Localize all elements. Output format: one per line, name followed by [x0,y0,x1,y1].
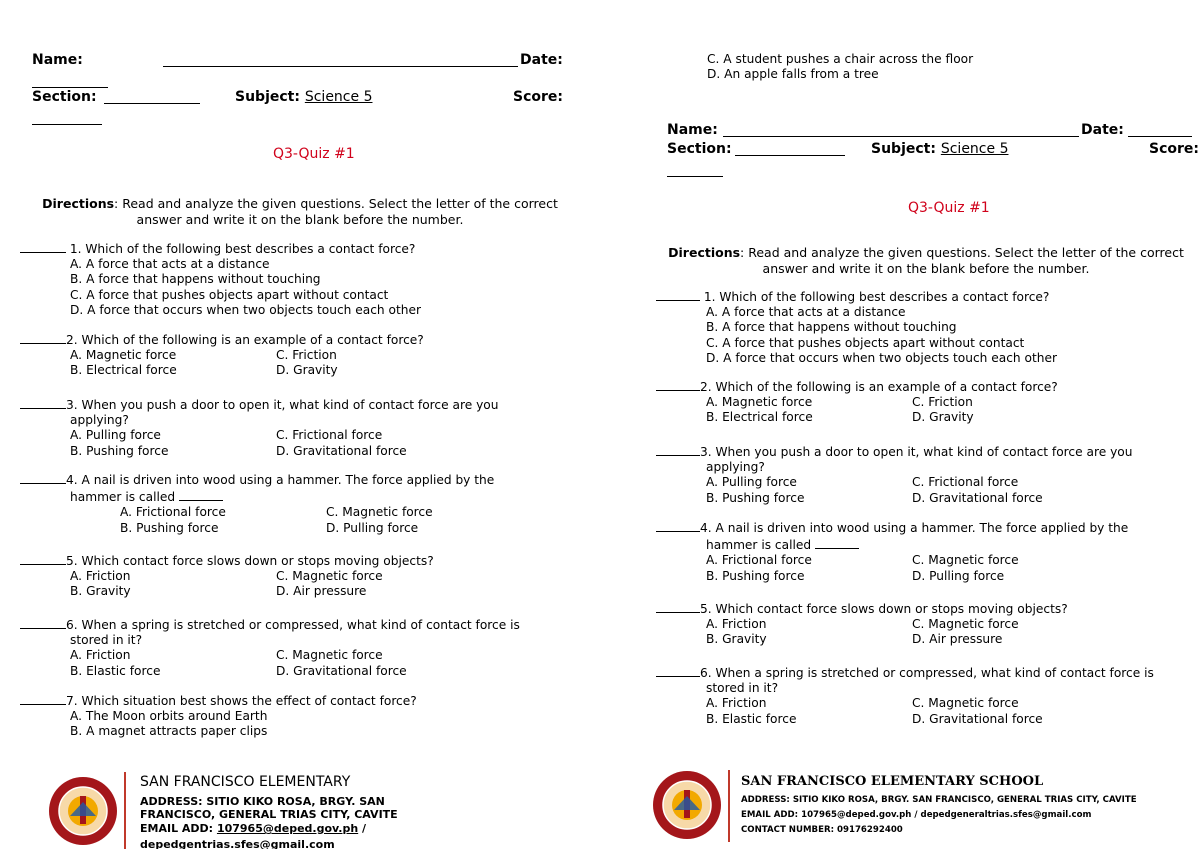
question-text: 3. When you push a door to open it, what kind of contact force are you [66,398,499,412]
option: A. A force that acts at a distance [70,257,270,272]
option: D. Gravitational force [912,711,1043,726]
score-label: Score: [1149,141,1199,157]
question-text: 5. Which contact force slows down or stops moving objects? [66,554,434,568]
option: D. Gravitational force [276,443,407,458]
answer-blank [656,288,700,301]
email-link[interactable]: 107965@deped.gov.ph [216,822,359,835]
answer-blank [656,443,700,456]
question-6 [20,616,520,679]
date-blank [1128,123,1192,137]
option: A. Friction [70,569,131,584]
subject-label: Subject: [235,89,300,105]
question-4 [20,471,494,536]
option: C. A force that pushes objects apart without contact [70,287,389,302]
option: C. Frictional force [912,475,1019,490]
option: B. Electrical force [70,363,177,378]
question-text: 2. Which of the following is an example of a contact force? [66,333,424,347]
question-3 [20,396,498,459]
option: B. Pushing force [706,490,805,505]
option: A. Magnetic force [706,395,813,410]
directions-label: Directions [42,196,115,211]
score-label: Score: [513,89,563,105]
subject-field [235,89,372,105]
question-text: 5. Which contact force slows down or stops moving objects? [700,602,1068,616]
question-6 [656,664,1154,727]
question-text-cont: applying? [70,413,129,428]
option: D. Gravitational force [276,663,407,678]
section-blank [104,90,200,104]
inline-blank [179,488,223,501]
question-text: 6. When a spring is stretched or compressed, what kind of contact force is [700,666,1154,680]
subject-value: Science 5 [304,89,373,105]
option: A. Friction [706,696,767,711]
option: C. Friction [276,348,337,363]
inline-blank [815,536,859,549]
option: B. Gravity [70,584,131,599]
section-label: Section: [667,141,732,157]
question-1 [20,240,421,318]
option: D. A force that occurs when two objects touch each other [70,302,421,317]
option: C. A student pushes a chair across the floor [707,52,974,66]
option: C. Magnetic force [326,505,433,520]
section-blank [735,142,845,156]
question-5 [20,552,434,600]
answer-blank [656,519,700,532]
question-2 [20,331,424,379]
school-contact: CONTACT NUMBER: 09176292400 [741,825,903,835]
option: C. A force that pushes objects apart without contact [706,335,1025,350]
option: D. A force that occurs when two objects touch each other [706,350,1057,365]
option: B. Pushing force [706,568,805,583]
question-text: 7. Which situation best shows the effect of contact force? [66,694,417,708]
question-text-cont: hammer is called [706,538,812,553]
directions [656,245,1196,277]
answer-blank [20,331,66,344]
option: A. Frictional force [120,505,226,520]
answer-blank [20,552,66,565]
question-text: 3. When you push a door to open it, what kind of contact force are you [700,445,1133,459]
question-text: 4. A nail is driven into wood using a hammer. The force applied by the [700,521,1129,535]
option: C. Friction [912,395,973,410]
directions-text: : Read and analyze the given questions. Select the letter of the correct answer and write it on the blank before the number. [114,196,558,227]
section-label: Section: [32,89,97,105]
option: C. Magnetic force [912,553,1019,568]
option: A. Friction [706,617,767,632]
question-text: 4. A nail is driven into wood using a hammer. The force applied by the [66,473,495,487]
directions-label: Directions [668,245,741,260]
answer-blank [656,664,700,677]
question-text: 6. When a spring is stretched or compressed, what kind of contact force is [66,618,520,632]
quiz-title: Q3-Quiz #1 [273,146,355,162]
option: D. Gravitational force [912,490,1043,505]
school-seal-icon [48,776,118,846]
option: B. Pushing force [120,520,219,535]
option: A. Pulling force [70,428,161,443]
school-address: ADDRESS: SITIO KIKO ROSA, BRGY. SAN FRANCISCO, GENERAL TRIAS CITY, CAVITE [741,795,1137,805]
school-name: SAN FRANCISCO ELEMENTARY SCHOOL [741,774,1044,789]
option: D. Air pressure [276,584,367,599]
option: D. Air pressure [912,632,1003,647]
email-label: EMAIL ADD: [140,822,214,835]
answer-blank [20,471,66,484]
quiz-title: Q3-Quiz #1 [908,200,990,216]
option: A. Pulling force [706,475,797,490]
question-3 [656,443,1132,506]
subject-label: Subject: [871,141,936,157]
question-text: 1. Which of the following best describes a contact force? [69,242,416,256]
school-email-2[interactable]: depedgentrias.sfes@gmail.com [140,838,335,849]
option: B. Pushing force [70,443,169,458]
name-label: Name: [32,52,83,68]
question-2 [656,378,1058,426]
subject-value: Science 5 [940,141,1009,157]
option: B. A force that happens without touching [70,272,321,287]
option: A. Magnetic force [70,348,177,363]
score-blank [667,163,723,177]
option: D. Pulling force [326,520,419,535]
directions-text: : Read and analyze the given questions. Select the letter of the correct answer and write it on the blank before the number. [740,245,1184,276]
option: C. Magnetic force [276,569,383,584]
option: C. Frictional force [276,428,383,443]
option: B. A magnet attracts paper clips [70,724,268,739]
option: A. Frictional force [706,553,812,568]
option: B. Gravity [706,632,767,647]
option: B. Elastic force [706,711,797,726]
name-label: Name: [667,122,718,138]
question-text: 2. Which of the following is an example of a contact force? [700,380,1058,394]
subject-field [871,141,1008,157]
continued-options [707,52,973,82]
answer-blank [20,240,66,253]
option: C. Magnetic force [912,617,1019,632]
date-blank [32,74,108,88]
school-email [140,822,366,835]
directions [20,196,580,228]
option: B. Electrical force [706,410,813,425]
question-7 [20,692,417,740]
question-text-cont: hammer is called [70,490,176,505]
question-4 [656,519,1128,584]
email-separator: / [362,822,367,835]
quiz-page-right [600,0,1200,849]
answer-blank [20,616,66,629]
school-name: SAN FRANCISCO ELEMENTARY [140,774,351,790]
option: A. Friction [70,648,131,663]
answer-blank [656,378,700,391]
answer-blank [20,692,66,705]
option: A. The Moon orbits around Earth [70,709,268,724]
option: B. Elastic force [70,663,161,678]
date-label: Date: [520,52,563,68]
name-blank [723,123,1079,137]
question-text-cont: stored in it? [706,681,779,696]
school-email[interactable]: EMAIL ADD: 107965@deped.gov.ph / depedgeneraltrias.sfes@gmail.com [741,810,1092,820]
name-blank [163,53,518,67]
option: D. Gravity [912,410,974,425]
footer-divider [728,770,730,842]
option: D. Pulling force [912,568,1005,583]
answer-blank [20,396,66,409]
date-label: Date: [1081,122,1124,138]
option: C. Magnetic force [912,696,1019,711]
option: B. A force that happens without touching [706,320,957,335]
question-text: 1. Which of the following best describes a contact force? [703,290,1050,304]
option: D. Gravity [276,363,338,378]
school-seal-icon [652,770,722,840]
footer-divider [124,772,126,849]
score-blank [32,111,102,125]
school-address: ADDRESS: SITIO KIKO ROSA, BRGY. SAN FRANCISCO, GENERAL TRIAS CITY, CAVITE [140,795,398,821]
question-text-cont: stored in it? [70,633,143,648]
option: A. A force that acts at a distance [706,305,906,320]
option: D. An apple falls from a tree [707,67,879,82]
question-5 [656,600,1068,648]
question-text-cont: applying? [706,460,765,475]
option: C. Magnetic force [276,648,383,663]
question-1 [656,288,1057,366]
answer-blank [656,600,700,613]
